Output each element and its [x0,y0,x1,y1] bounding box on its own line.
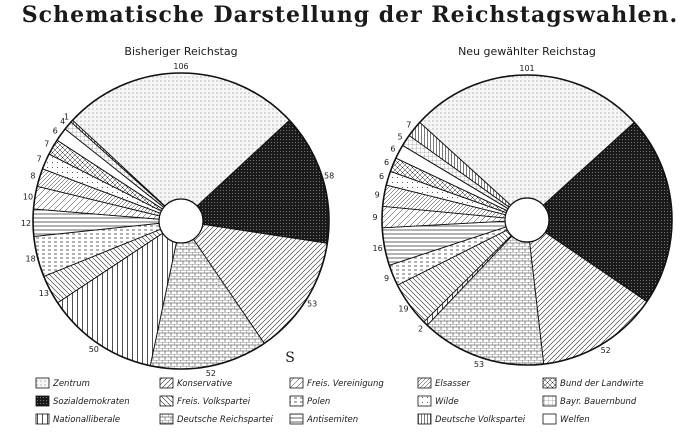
slice-value-label: 7 [36,154,42,164]
pies-layer [21,45,672,378]
legend-swatch [160,378,173,388]
slice-value-label: 1 [64,112,70,122]
artist-signature: S [285,350,295,366]
legend-swatch [290,414,303,424]
slice-value-label: 2 [418,324,424,334]
slice-value-label: 52 [205,369,216,379]
legend-item-welfen [543,414,590,425]
legend-item-els [418,378,470,389]
slice-value-label: 52 [600,346,611,355]
legend-swatch [418,396,431,406]
pie-chart-1 [21,45,334,378]
legend-swatch [160,414,173,424]
legend-label: Welfen [560,415,590,425]
legend-label: Bund der Landwirte [560,379,644,389]
legend-label: Deutsche Volkspartei [435,415,526,425]
legend-label: Deutsche Reichspartei [177,415,273,425]
slice-value-label: 18 [25,254,36,264]
legend-label: Polen [307,397,331,407]
legend-label: Konservative [177,379,233,389]
slice-value-label: 6 [390,144,396,154]
slice-value-label: 53 [307,299,318,309]
slice-value-label: 13 [38,289,49,299]
slice-value-label: 5 [397,132,403,142]
legend-label: Freis. Vereinigung [307,379,384,389]
slice-value-label: 7 [44,139,50,149]
slice-value-label: 6 [52,126,58,136]
slice-value-label: 4 [60,116,66,126]
slice-value-label: 16 [372,244,383,253]
legend-label: Wilde [435,397,459,407]
legend-swatch [418,378,431,388]
legend-swatch [543,414,556,424]
legend-item-drp [160,414,274,425]
slice-value-label: 6 [378,172,385,182]
slice-value-label: 10 [22,192,34,202]
slice-value-label: 7 [406,120,412,130]
slice-value-label: 106 [173,62,189,71]
slice-value-label: 53 [473,360,485,370]
legend-item-kons [160,378,232,389]
legend-item-anti [290,414,358,425]
pie-title: Bisheriger Reichstag [124,45,238,58]
legend-item-natlib [36,414,120,425]
legend-swatch [543,396,556,406]
legend-swatch [36,378,49,388]
legend [36,378,644,425]
legend-item-fverein [290,378,384,389]
legend-item-wilde [418,396,459,407]
slice-value-label: 6 [383,158,390,167]
pie-center-hole [159,199,203,243]
slice-value-label: 101 [519,64,535,73]
legend-label: Antisemiten [307,415,359,425]
slice-value-label: 58 [324,171,335,181]
pie-title: Neu gewählter Reichstag [458,45,596,58]
legend-item-sozial [36,396,130,407]
slice-value-label: 9 [383,274,390,283]
legend-item-bund [543,378,644,389]
legend-swatch [160,396,173,406]
page-title: Schematische Darstellung der Reichstagswahlen. [21,2,679,28]
legend-label: Freis. Volkspartei [177,397,251,407]
pie-center-hole [505,198,549,242]
legend-label: Bayr. Bauernbund [560,397,637,407]
slice-value-label: 9 [372,212,378,222]
legend-swatch [543,378,556,388]
legend-item-polen [290,396,330,407]
legend-swatch [36,396,49,406]
legend-label: Sozialdemokraten [53,397,130,407]
pie-chart-2 [372,45,672,369]
legend-label: Elsasser [435,379,470,389]
legend-swatch [418,414,431,424]
legend-label: Nationalliberale [53,415,121,425]
legend-label: Zentrum [53,379,90,389]
legend-swatch [36,414,49,424]
legend-item-bayr [543,396,637,407]
slice-value-label: 12 [20,218,32,228]
slice-value-label: 19 [398,304,409,314]
legend-item-fvp [160,396,251,407]
legend-swatch [290,378,303,388]
slice-value-label: 8 [30,171,36,181]
slice-value-label: 9 [374,190,380,200]
slice-value-label: 50 [88,345,99,355]
legend-swatch [290,396,303,406]
legend-item-dvp [418,414,526,425]
legend-item-zentrum [36,378,90,389]
